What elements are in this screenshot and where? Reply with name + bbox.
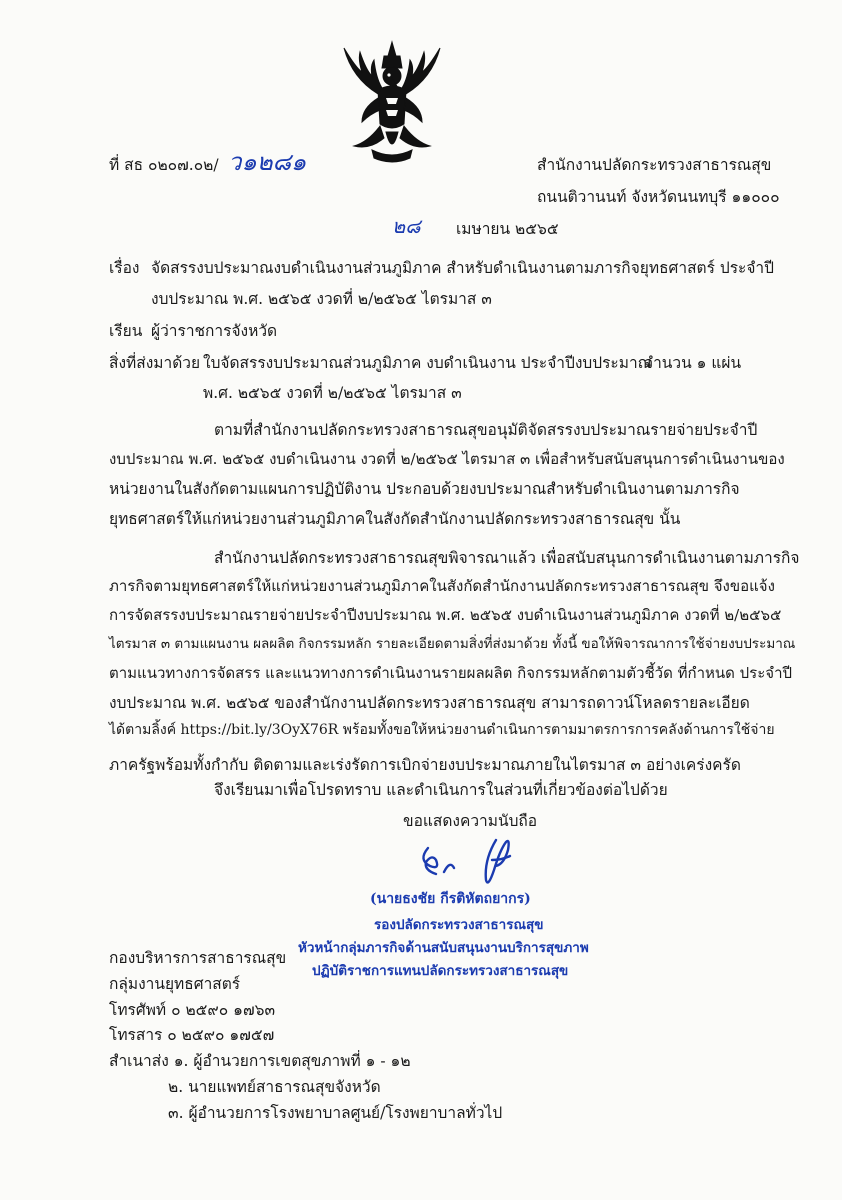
garuda-emblem-icon: [332, 38, 452, 170]
date-day-handwritten: ๒๘: [392, 214, 421, 238]
footer-phone: โทรศัพท์ ๐ ๒๕๙๐ ๑๗๖๓: [109, 1001, 276, 1019]
copy-recipient: สำเนาส่ง ๑. ผู้อำนวยการเขตสุขภาพที่ ๑ - ๑๒: [109, 1052, 411, 1070]
footer-fax: โทรสาร ๐ ๒๕๙๐ ๑๗๕๗: [109, 1026, 275, 1044]
para2-line: ภาครัฐพร้อมทั้งกำกับ ติดตามและเร่งรัดการเบิกจ่ายงบประมาณภายในไตรมาส ๓ อย่างเคร่งครัด: [109, 756, 741, 774]
enclosure-label: สิ่งที่ส่งมาด้วย: [109, 354, 201, 372]
enclosure-line-1: ใบจัดสรรงบประมาณส่วนภูมิภาค งบดำเนินงาน ประจำปีงบประมาณ: [203, 354, 653, 372]
valediction: ขอแสดงความนับถือ: [403, 812, 538, 830]
agency-address: ถนนติวานนท์ จังหวัดนนทบุรี ๑๑๐๐๐: [537, 188, 780, 206]
para1-line: ตามที่สำนักงานปลัดกระทรวงสาธารณสุขอนุมัติจัดสรรงบประมาณรายจ่ายประจำปี: [214, 421, 758, 439]
date-text: เมษายน ๒๕๖๕: [456, 220, 559, 238]
signatory-name: (นายธงชัย กีรติหัตถยากร): [370, 891, 531, 907]
copy-recipient: ๓. ผู้อำนวยการโรงพยาบาลศูนย์/โรงพยาบาลทั่วไป: [168, 1104, 503, 1122]
doc-number-label: ที่ สธ ๐๒๐๗.๐๒/: [109, 156, 219, 174]
closing-line: จึงเรียนมาเพื่อโปรดทราบ และดำเนินการในส่วนที่เกี่ยวข้องต่อไปด้วย: [214, 781, 668, 799]
signatory-title-3: ปฏิบัติราชการแทนปลัดกระทรวงสาธารณสุข: [312, 963, 569, 979]
para2-line: ภารกิจตามยุทธศาสตร์ให้แก่หน่วยงานส่วนภูมิภาคในสังกัดสำนักงานปลัดกระทรวงสาธารณสุข จึงขอแจ้ง: [109, 577, 775, 595]
para2-line: ตามแนวทางการจัดสรร และแนวทางการดำเนินงานรายผลผลิต กิจกรรมหลักตามตัวชี้วัด ที่กำหนด ประจำปี: [109, 664, 793, 682]
handwritten-signature: [410, 830, 530, 890]
para1-line: งบประมาณ พ.ศ. ๒๕๖๕ งบดำเนินงาน งวดที่ ๒/๒๕๖๕ ไตรมาส ๓ เพื่อสำหรับสนับสนุนการดำเนินงานของ: [109, 450, 785, 468]
para1-line: ยุทธศาสตร์ให้แก่หน่วยงานส่วนภูมิภาคในสังกัดสำนักงานปลัดกระทรวงสาธารณสุข นั้น: [109, 510, 681, 528]
para2-line: สำนักงานปลัดกระทรวงสาธารณสุขพิจารณาแล้ว เพื่อสนับสนุนการดำเนินงานตามภารกิจ: [214, 549, 800, 567]
para2-line: ไตรมาส ๓ ตามแผนงาน ผลผลิต กิจกรรมหลัก รายละเอียดตามสิ่งที่ส่งมาด้วย ทั้งนี้ ขอให้พิจารณาการใช้จ่ายงบประมาณ: [109, 636, 796, 652]
doc-number-handwritten: ว๑๒๘๑: [228, 148, 307, 176]
enclosure-line-2: พ.ศ. ๒๕๖๕ งวดที่ ๒/๒๕๖๕ ไตรมาส ๓: [203, 384, 462, 402]
copy-recipient: ๒. นายแพทย์สาธารณสุขจังหวัด: [168, 1078, 381, 1096]
para1-line: หน่วยงานในสังกัดตามแผนการปฏิบัติงาน ประกอบด้วยงบประมาณสำหรับดำเนินงานตามภารกิจ: [109, 480, 740, 498]
subject-line-2: งบประมาณ พ.ศ. ๒๕๖๕ งวดที่ ๒/๒๕๖๕ ไตรมาส ๓: [151, 290, 492, 308]
para2-line: งบประมาณ พ.ศ. ๒๕๖๕ ของสำนักงานปลัดกระทรวงสาธารณสุข สามารถดาวน์โหลดรายละเอียด: [109, 694, 750, 712]
footer-division: กองบริหารการสาธารณสุข: [109, 949, 287, 967]
signatory-title-1: รองปลัดกระทรวงสาธารณสุข: [374, 917, 544, 933]
subject-line-1: จัดสรรงบประมาณงบดำเนินงานส่วนภูมิภาค สำหรับดำเนินงานตามภารกิจยุทธศาสตร์ ประจำปี: [151, 259, 774, 277]
para2-line: ได้ตามลิ้งค์ https://bit.ly/3OyX76R พร้อมทั้งขอให้หน่วยงานดำเนินการตามมาตรการการคลังด้านการใช้จ่าย: [109, 722, 775, 738]
to-value: ผู้ว่าราชการจังหวัด: [151, 322, 278, 340]
agency-name: สำนักงานปลัดกระทรวงสาธารณสุข: [537, 156, 772, 174]
to-label: เรียน: [109, 322, 143, 340]
footer-group: กลุ่มงานยุทธศาสตร์: [109, 975, 241, 993]
signatory-title-2: หัวหน้ากลุ่มภารกิจด้านสนับสนุนงานบริการสุขภาพ: [298, 940, 589, 956]
subject-label: เรื่อง: [109, 259, 140, 277]
para2-line: การจัดสรรงบประมาณรายจ่ายประจำปีงบประมาณ พ.ศ. ๒๕๖๕ งบดำเนินงานส่วนภูมิภาค งวดที่ ๒/๒๕๖๕: [109, 606, 782, 624]
enclosure-count: จำนวน ๑ แผ่น: [644, 354, 742, 372]
